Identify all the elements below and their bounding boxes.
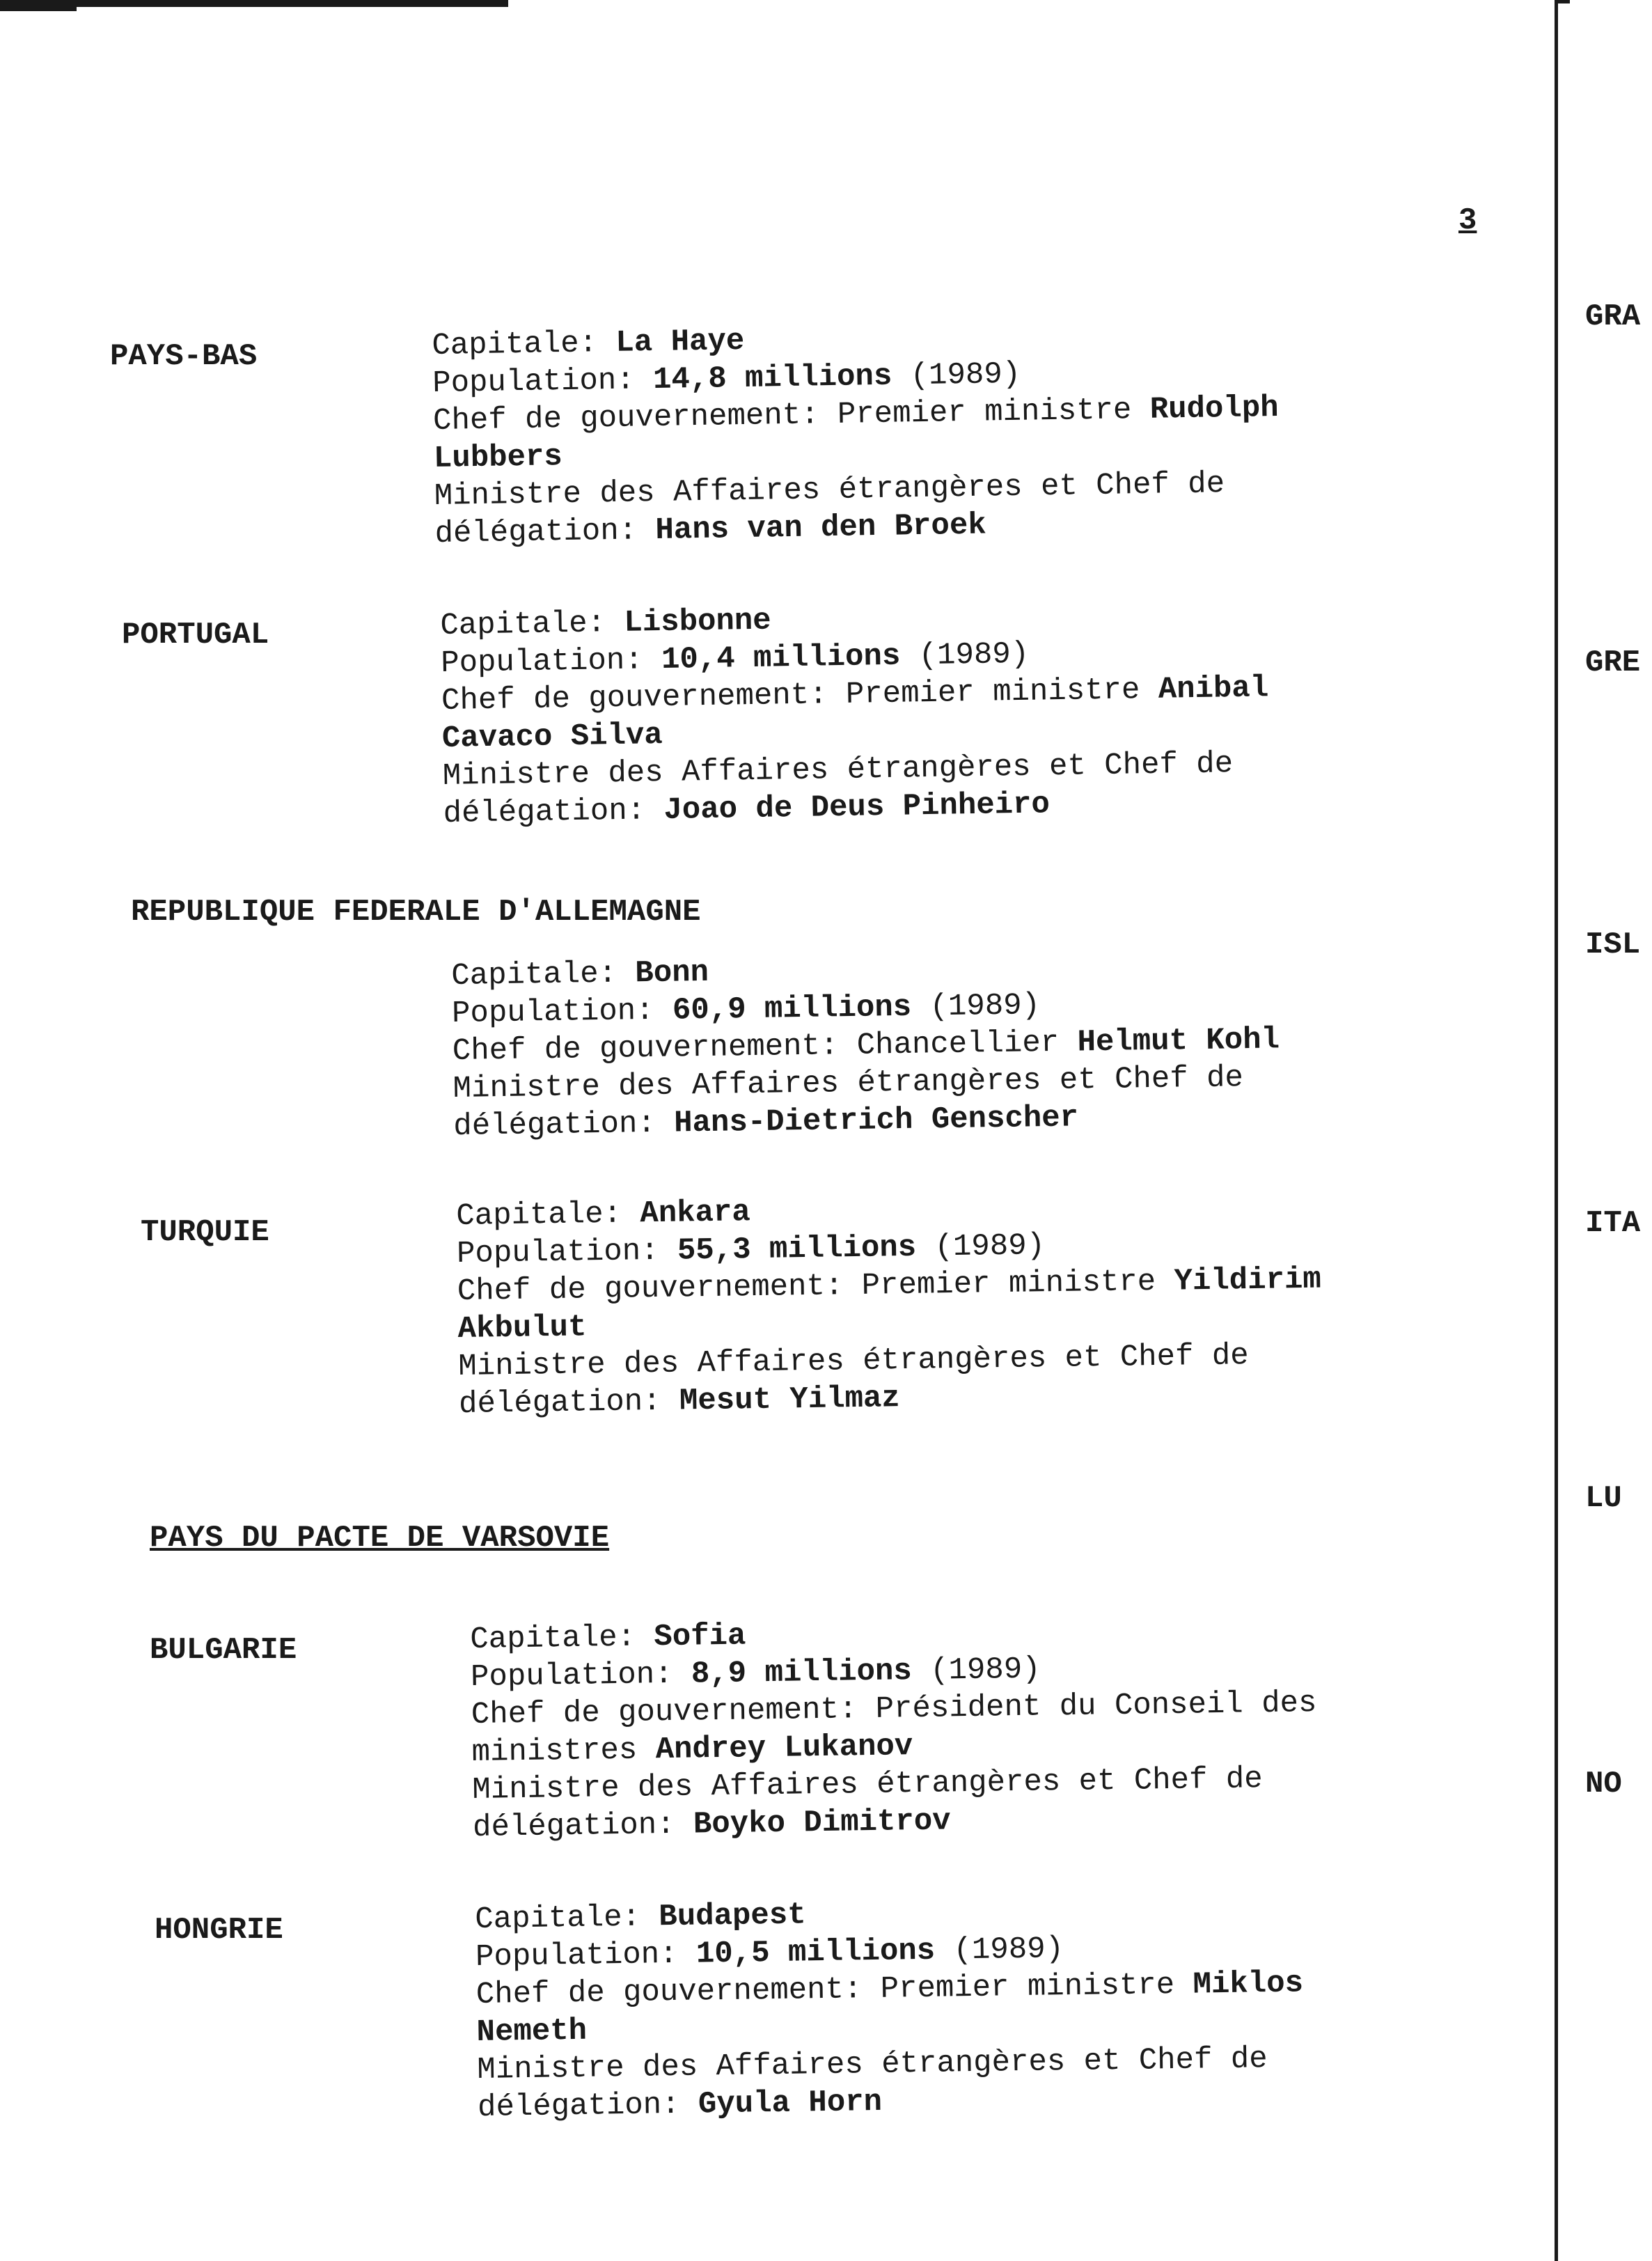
foreign-minister-line-2: délégation: Hans van den Broek — [434, 508, 987, 551]
population-line: Population: 55,3 millions (1989) — [456, 1228, 1046, 1272]
foreign-minister-line-2: délégation: Mesut Yilmaz — [458, 1381, 901, 1422]
scan-edge-mark-stub — [0, 7, 77, 11]
foreign-minister-name: Joao de Deus Pinheiro — [663, 787, 1051, 828]
head-of-government-line: Chef de gouvernement: Premier ministre Anibal — [441, 671, 1269, 719]
head-of-government-line-2: Cavaco Silva — [441, 718, 663, 756]
population-value: 60,9 millions — [672, 989, 912, 1028]
head-of-government-line-2: Nemeth — [476, 2013, 588, 2050]
capital-value: Sofia — [654, 1618, 746, 1655]
population-value: 55,3 millions — [677, 1230, 917, 1269]
country-entry-portugal — [440, 591, 1460, 833]
foreign-minister-line: Ministre des Affaires étrangères et Chef de — [434, 467, 1225, 514]
country-entry-pays-bas — [432, 311, 1452, 553]
right-page-fragment: NO — [1585, 1767, 1622, 1801]
population-line: Population: 14,8 millions (1989) — [432, 357, 1021, 401]
foreign-minister-name: Boyko Dimitrov — [693, 1804, 951, 1843]
head-of-government-line: Chef de gouvernement: Chancellier Helmut Kohl — [452, 1022, 1280, 1069]
head-of-government-line-2: ministres Andrey Lukanov — [471, 1729, 913, 1770]
capital-line: Capitale: Lisbonne — [440, 603, 772, 643]
country-name-rfa: REPUBLIQUE FEDERALE D'ALLEMAGNE — [131, 895, 701, 930]
page-divider-corner — [1555, 0, 1570, 3]
foreign-minister-name: Gyula Horn — [698, 2084, 883, 2122]
right-page-fragment: GRE — [1585, 646, 1641, 680]
foreign-minister-name: Hans-Dietrich Genscher — [673, 1100, 1079, 1141]
country-entry-rfa — [451, 944, 1470, 1145]
foreign-minister-line-2: délégation: Gyula Horn — [477, 2084, 883, 2125]
head-of-government-line: Chef de gouvernement: Premier ministre Miklos — [475, 1966, 1304, 2012]
capital-line: Capitale: Bonn — [451, 955, 709, 994]
population-value: 10,4 millions — [661, 639, 901, 678]
capital-line: Capitale: Budapest — [475, 1898, 806, 1937]
page-number: 3 — [1458, 203, 1477, 238]
foreign-minister-line: Ministre des Affaires étrangères et Chef de — [472, 1762, 1264, 1808]
population-line: Population: 8,9 millions (1989) — [470, 1652, 1041, 1695]
country-name-hongrie: HONGRIE — [155, 1913, 283, 1948]
capital-line: Capitale: Sofia — [470, 1618, 746, 1657]
foreign-minister-line: Ministre des Affaires étrangères et Chef de — [458, 1338, 1250, 1384]
foreign-minister-name: Hans van den Broek — [655, 508, 987, 548]
head-of-government-line: Chef de gouvernement: Premier ministre Yildirim — [457, 1262, 1322, 1309]
population-line: Population: 10,4 millions (1989) — [440, 636, 1030, 681]
population-line: Population: 60,9 millions (1989) — [451, 988, 1041, 1031]
head-of-government-line-2: Akbulut — [457, 1310, 587, 1347]
foreign-minister-line: Ministre des Affaires étrangères et Chef de — [477, 2042, 1268, 2088]
right-page-fragment: GRA — [1585, 299, 1641, 334]
scan-edge-mark — [0, 0, 508, 7]
head-of-government-line-2: Lubbers — [433, 439, 563, 476]
foreign-minister-line-2: délégation: Joao de Deus Pinheiro — [443, 787, 1051, 831]
population-value: 8,9 millions — [691, 1654, 913, 1692]
page-divider — [1555, 0, 1558, 2261]
country-name-bulgarie: BULGARIE — [150, 1633, 297, 1668]
capital-value: Bonn — [635, 955, 709, 992]
capital-value: Lisbonne — [624, 603, 772, 641]
foreign-minister-line-2: délégation: Boyko Dimitrov — [472, 1804, 951, 1845]
right-page-fragment: ITA — [1585, 1206, 1641, 1241]
country-name-turquie: TURQUIE — [141, 1215, 269, 1250]
capital-value: Ankara — [640, 1195, 751, 1232]
foreign-minister-name: Mesut Yilmaz — [679, 1381, 901, 1419]
population-value: 14,8 millions — [652, 359, 892, 398]
foreign-minister-line: Ministre des Affaires étrangères et Chef de — [453, 1061, 1244, 1106]
population-value: 10,5 millions — [695, 1933, 936, 1972]
country-entry-turquie — [456, 1184, 1475, 1423]
country-entry-hongrie — [475, 1887, 1494, 2127]
head-of-government-line: Chef de gouvernement: Premier ministre Rudolph — [432, 390, 1279, 439]
capital-line: Capitale: La Haye — [432, 323, 745, 363]
capital-line: Capitale: Ankara — [456, 1195, 751, 1234]
right-page-fragment: ISL — [1585, 928, 1641, 962]
section-heading-warsaw-pact: PAYS DU PACTE DE VARSOVIE — [150, 1521, 610, 1556]
capital-value: Budapest — [659, 1898, 806, 1935]
country-entry-bulgarie — [470, 1607, 1489, 1847]
country-name-pays-bas: PAYS-BAS — [110, 339, 258, 374]
foreign-minister-line-2: délégation: Hans-Dietrich Genscher — [453, 1100, 1079, 1144]
population-line: Population: 10,5 millions (1989) — [475, 1932, 1064, 1975]
country-name-portugal: PORTUGAL — [122, 618, 269, 652]
capital-value: La Haye — [615, 323, 745, 361]
foreign-minister-line: Ministre des Affaires étrangères et Chef de — [442, 746, 1234, 794]
head-of-government-line: Chef de gouvernement: Président du Conseil des — [471, 1686, 1317, 1732]
right-page-fragment: LU — [1585, 1481, 1622, 1516]
